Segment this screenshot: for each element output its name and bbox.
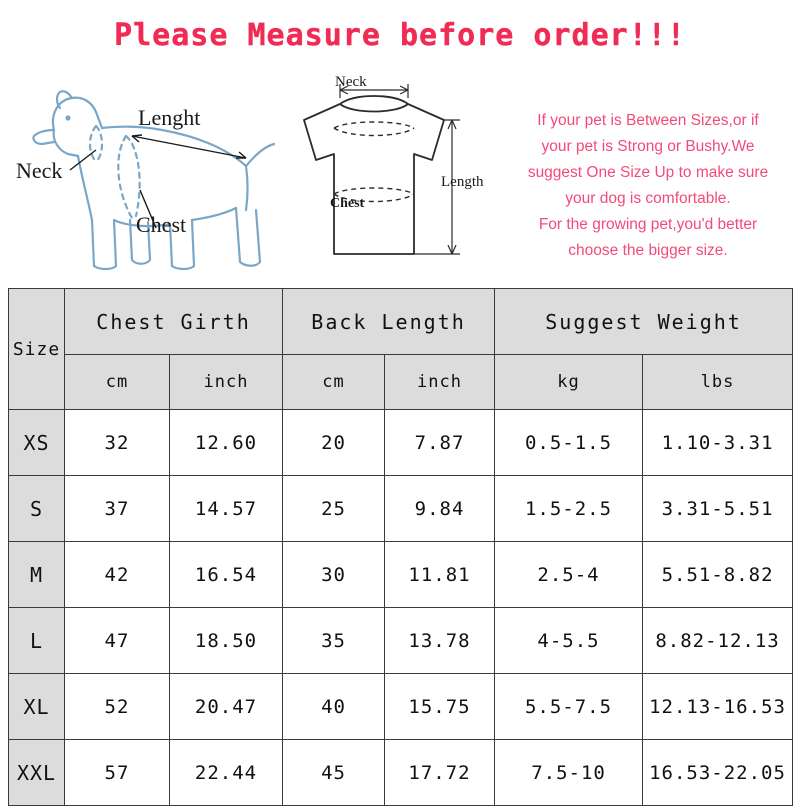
shirt-diagram [278,68,498,283]
cell-chest-cm: 47 [65,608,170,674]
cell-weight-kg: 0.5-1.5 [495,410,643,476]
cell-chest-inch: 22.44 [170,740,283,806]
cell-back-inch: 13.78 [385,608,495,674]
table-row [9,608,793,674]
sizing-note-line: suggest One Size Up to make sure [527,164,769,181]
header-back-cm: cm [283,355,385,410]
sizing-note-line: If your pet is Between Sizes,or if [537,112,759,129]
cell-weight-kg: 2.5-4 [495,542,643,608]
header-chest-girth: Chest Girth [65,289,283,355]
header-suggest-weight: Suggest Weight [495,289,793,355]
cell-weight-lbs: 8.82-12.13 [643,608,793,674]
cell-back-inch: 15.75 [385,674,495,740]
cell-size: XXL [9,740,65,806]
cell-back-cm: 20 [283,410,385,476]
cell-weight-lbs: 1.10-3.31 [643,410,793,476]
sizing-note [502,108,794,264]
cell-chest-inch: 14.57 [170,476,283,542]
cell-size: L [9,608,65,674]
cell-chest-inch: 16.54 [170,542,283,608]
cell-back-inch: 7.87 [385,410,495,476]
table-row [9,410,793,476]
sizing-note-line: your dog is comfortable. [565,190,731,207]
cell-back-cm: 25 [283,476,385,542]
header-chest-cm: cm [65,355,170,410]
header-weight-kg: kg [495,355,643,410]
cell-weight-lbs: 16.53-22.05 [643,740,793,806]
page-title: Please Measure before order!!! [114,18,686,53]
sizing-note-line: For the growing pet,you'd better [538,216,758,233]
cell-size: XS [9,410,65,476]
table-row [9,674,793,740]
table-row [9,740,793,806]
sizing-note-line: your pet is Strong or Bushy.We [541,138,755,155]
header-back-length: Back Length [283,289,495,355]
header-chest-inch: inch [170,355,283,410]
cell-size: M [9,542,65,608]
cell-chest-cm: 52 [65,674,170,740]
table-row [9,542,793,608]
dog-diagram [10,70,280,285]
cell-weight-lbs: 3.31-5.51 [643,476,793,542]
cell-weight-kg: 5.5-7.5 [495,674,643,740]
table-subheader-row [9,355,793,410]
cell-back-cm: 35 [283,608,385,674]
dog-neck-label: Neck [16,158,63,183]
cell-weight-lbs: 5.51-8.82 [643,542,793,608]
cell-size: XL [9,674,65,740]
cell-back-inch: 11.81 [385,542,495,608]
cell-weight-kg: 4-5.5 [495,608,643,674]
cell-back-inch: 9.84 [385,476,495,542]
shirt-length-label: Length [441,174,484,190]
size-chart-table [8,288,793,806]
cell-chest-inch: 18.50 [170,608,283,674]
dog-length-label: Lenght [138,105,201,130]
sizing-note-line: choose the bigger size. [568,242,728,259]
cell-weight-kg: 7.5-10 [495,740,643,806]
cell-size: S [9,476,65,542]
cell-chest-inch: 20.47 [170,674,283,740]
cell-chest-cm: 37 [65,476,170,542]
cell-chest-cm: 42 [65,542,170,608]
cell-weight-lbs: 12.13-16.53 [643,674,793,740]
cell-weight-kg: 1.5-2.5 [495,476,643,542]
shirt-chest-label: Chest [330,196,365,211]
cell-back-inch: 17.72 [385,740,495,806]
cell-back-cm: 45 [283,740,385,806]
header-weight-lbs: lbs [643,355,793,410]
cell-back-cm: 40 [283,674,385,740]
header-back-inch: inch [385,355,495,410]
table-row [9,476,793,542]
cell-chest-cm: 57 [65,740,170,806]
shirt-neck-label: Neck [335,74,367,90]
cell-back-cm: 30 [283,542,385,608]
dog-chest-label: Chest [136,212,187,237]
cell-chest-inch: 12.60 [170,410,283,476]
table-header-row [9,289,793,355]
header-size: Size [9,289,65,410]
cell-chest-cm: 32 [65,410,170,476]
